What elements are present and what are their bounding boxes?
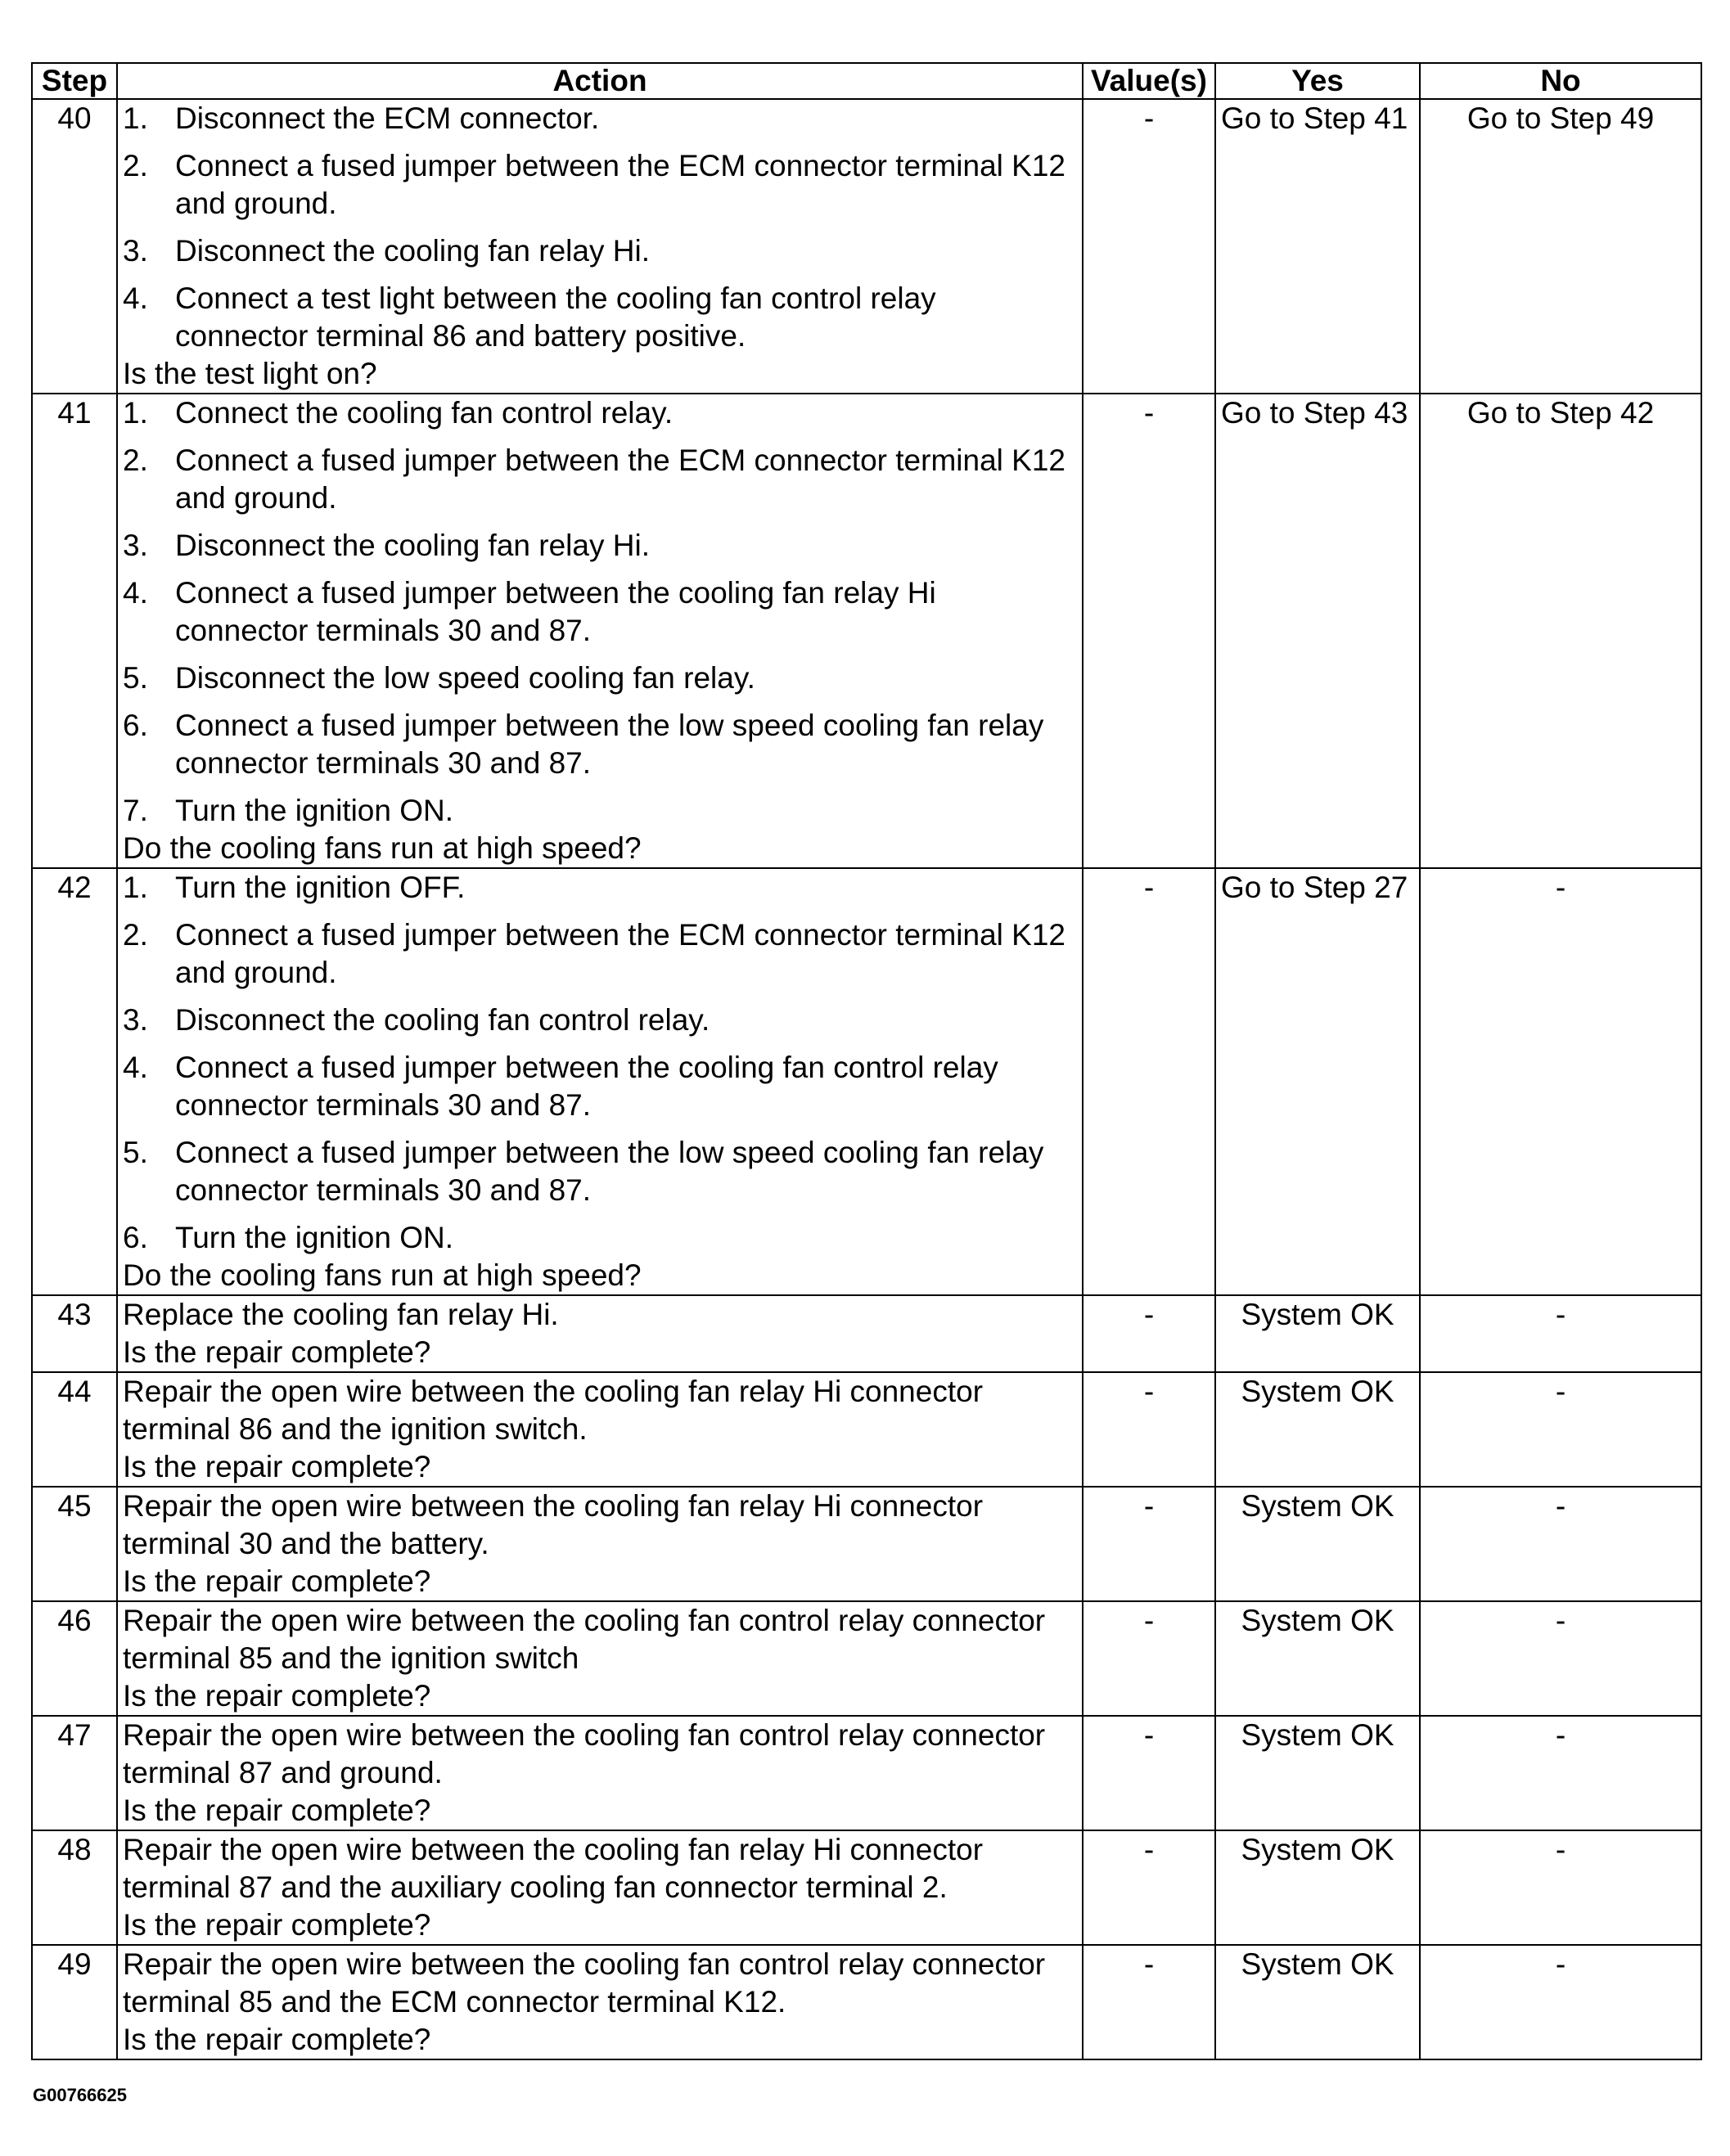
table-row — [32, 1945, 1701, 2059]
action-steps-list — [123, 394, 1077, 830]
diagnostic-table — [31, 62, 1702, 2060]
value-cell: - — [1083, 1487, 1215, 1601]
figure-id: G00766625 — [33, 2085, 127, 2105]
no-cell: Go to Step 42 — [1420, 394, 1701, 868]
action-text: Repair the open wire between the cooling fan relay Hi connector terminal 86 and the ignition switch. — [123, 1375, 984, 1446]
step-text: Connect a fused jumper between the ECM connector terminal K12 and ground. — [175, 918, 1065, 989]
action-text: Repair the open wire between the cooling fan control relay connector terminal 85 and the ignition switch — [123, 1604, 1046, 1675]
action-text: Repair the open wire between the cooling fan relay Hi connector terminal 87 and the auxiliary cooling fan connector terminal 2. — [123, 1833, 984, 1904]
step-number: 44 — [32, 1372, 117, 1487]
step-index: 2. — [123, 918, 148, 952]
action-question: Is the repair complete? — [123, 1908, 431, 1942]
action-question: Is the test light on? — [123, 357, 377, 390]
yes-cell: System OK — [1215, 1601, 1420, 1716]
no-cell: - — [1420, 1945, 1701, 2059]
value-cell: - — [1083, 1830, 1215, 1945]
yes-cell: System OK — [1215, 1295, 1420, 1372]
yes-cell: Go to Step 41 — [1215, 99, 1420, 394]
header-row — [32, 63, 1701, 99]
step-text: Disconnect the low speed cooling fan relay. — [175, 661, 755, 695]
step-number: 45 — [32, 1487, 117, 1601]
step-number: 46 — [32, 1601, 117, 1716]
step-number: 42 — [32, 868, 117, 1295]
step-text: Disconnect the ECM connector. — [175, 101, 600, 135]
step-text: Connect a fused jumper between the cooling fan control relay connector terminals 30 and 87. — [175, 1051, 998, 1122]
step-text: Connect a test light between the cooling fan control relay connector terminal 86 and battery positive. — [175, 281, 936, 353]
step-text: Turn the ignition ON. — [175, 1221, 454, 1254]
action-cell — [117, 1295, 1083, 1372]
yes-cell: System OK — [1215, 1716, 1420, 1830]
no-cell: - — [1420, 1372, 1701, 1487]
action-steps-list — [123, 100, 1077, 355]
table-row — [32, 1601, 1701, 1716]
step-text: Disconnect the cooling fan relay Hi. — [175, 529, 650, 562]
table-row — [32, 99, 1701, 394]
action-text: Repair the open wire between the cooling fan control relay connector terminal 87 and ground. — [123, 1718, 1046, 1789]
list-item — [123, 1001, 1077, 1039]
step-index: 3. — [123, 1003, 148, 1037]
step-index: 2. — [123, 443, 148, 477]
table-row — [32, 1830, 1701, 1945]
list-item — [123, 394, 1077, 432]
header-step: Step — [32, 63, 117, 99]
step-index: 6. — [123, 1221, 148, 1254]
step-number: 41 — [32, 394, 117, 868]
step-index: 3. — [123, 234, 148, 268]
action-cell — [117, 1945, 1083, 2059]
no-cell: Go to Step 49 — [1420, 99, 1701, 394]
no-cell: - — [1420, 1487, 1701, 1601]
value-cell: - — [1083, 394, 1215, 868]
list-item — [123, 659, 1077, 697]
action-question: Do the cooling fans run at high speed? — [123, 1258, 642, 1292]
table-row — [32, 868, 1701, 1295]
step-text: Connect a fused jumper between the low speed cooling fan relay connector terminals 30 and 87. — [175, 1136, 1044, 1207]
value-cell: - — [1083, 1601, 1215, 1716]
action-text: Replace the cooling fan relay Hi. — [123, 1298, 559, 1331]
step-text: Turn the ignition ON. — [175, 794, 454, 827]
step-index: 1. — [123, 396, 148, 430]
step-text: Connect a fused jumper between the low speed cooling fan relay connector terminals 30 and 87. — [175, 709, 1044, 780]
step-index: 2. — [123, 149, 148, 182]
action-question: Is the repair complete? — [123, 1335, 431, 1369]
action-question: Is the repair complete? — [123, 1794, 431, 1827]
list-item — [123, 707, 1077, 782]
list-item — [123, 792, 1077, 830]
value-cell: - — [1083, 99, 1215, 394]
yes-cell: Go to Step 27 — [1215, 868, 1420, 1295]
header-action: Action — [117, 63, 1083, 99]
no-cell: - — [1420, 1830, 1701, 1945]
step-text: Connect a fused jumper between the cooling fan relay Hi connector terminals 30 and 87. — [175, 576, 936, 647]
list-item — [123, 147, 1077, 223]
value-cell: - — [1083, 1295, 1215, 1372]
action-text: Repair the open wire between the cooling fan relay Hi connector terminal 30 and the battery. — [123, 1489, 984, 1560]
action-cell — [117, 1487, 1083, 1601]
header-values: Value(s) — [1083, 63, 1215, 99]
yes-cell: Go to Step 43 — [1215, 394, 1420, 868]
step-text: Connect a fused jumper between the ECM connector terminal K12 and ground. — [175, 149, 1065, 220]
list-item — [123, 574, 1077, 650]
list-item — [123, 1134, 1077, 1209]
step-text: Disconnect the cooling fan relay Hi. — [175, 234, 650, 268]
yes-cell: System OK — [1215, 1945, 1420, 2059]
list-item — [123, 1219, 1077, 1257]
step-text: Disconnect the cooling fan control relay. — [175, 1003, 710, 1037]
step-index: 3. — [123, 529, 148, 562]
action-cell — [117, 394, 1083, 868]
table-body — [32, 99, 1701, 2059]
step-index: 5. — [123, 661, 148, 695]
table-row — [32, 1716, 1701, 1830]
no-cell: - — [1420, 1601, 1701, 1716]
step-number: 48 — [32, 1830, 117, 1945]
step-index: 6. — [123, 709, 148, 742]
value-cell: - — [1083, 868, 1215, 1295]
value-cell: - — [1083, 1716, 1215, 1830]
action-question: Is the repair complete? — [123, 1564, 431, 1598]
no-cell: - — [1420, 1295, 1701, 1372]
list-item — [123, 916, 1077, 992]
step-number: 49 — [32, 1945, 117, 2059]
yes-cell: System OK — [1215, 1487, 1420, 1601]
step-number: 47 — [32, 1716, 117, 1830]
action-question: Is the repair complete? — [123, 1679, 431, 1713]
list-item — [123, 232, 1077, 270]
list-item — [123, 442, 1077, 517]
step-text: Connect a fused jumper between the ECM connector terminal K12 and ground. — [175, 443, 1065, 515]
step-number: 43 — [32, 1295, 117, 1372]
yes-cell: System OK — [1215, 1372, 1420, 1487]
action-cell — [117, 1830, 1083, 1945]
table-row — [32, 1372, 1701, 1487]
action-question: Is the repair complete? — [123, 2023, 431, 2056]
action-cell — [117, 1601, 1083, 1716]
action-cell — [117, 1372, 1083, 1487]
no-cell: - — [1420, 868, 1701, 1295]
step-index: 5. — [123, 1136, 148, 1169]
step-index: 7. — [123, 794, 148, 827]
list-item — [123, 527, 1077, 565]
step-index: 1. — [123, 101, 148, 135]
step-text: Connect the cooling fan control relay. — [175, 396, 674, 430]
action-question: Do the cooling fans run at high speed? — [123, 831, 642, 865]
action-question: Is the repair complete? — [123, 1450, 431, 1483]
action-cell — [117, 1716, 1083, 1830]
value-cell: - — [1083, 1372, 1215, 1487]
step-number: 40 — [32, 99, 117, 394]
action-steps-list — [123, 869, 1077, 1257]
value-cell: - — [1083, 1945, 1215, 2059]
step-index: 4. — [123, 1051, 148, 1084]
list-item — [123, 100, 1077, 137]
list-item — [123, 869, 1077, 907]
table-row — [32, 394, 1701, 868]
action-text: Repair the open wire between the cooling fan control relay connector terminal 85 and the ECM connector terminal K12. — [123, 1947, 1046, 2019]
yes-cell: System OK — [1215, 1830, 1420, 1945]
header-yes: Yes — [1215, 63, 1420, 99]
table-row — [32, 1295, 1701, 1372]
action-cell — [117, 868, 1083, 1295]
table-row — [32, 1487, 1701, 1601]
list-item — [123, 280, 1077, 355]
step-index: 4. — [123, 576, 148, 610]
step-index: 1. — [123, 871, 148, 904]
step-text: Turn the ignition OFF. — [175, 871, 466, 904]
header-no: No — [1420, 63, 1701, 99]
no-cell: - — [1420, 1716, 1701, 1830]
action-cell — [117, 99, 1083, 394]
step-index: 4. — [123, 281, 148, 315]
list-item — [123, 1049, 1077, 1124]
